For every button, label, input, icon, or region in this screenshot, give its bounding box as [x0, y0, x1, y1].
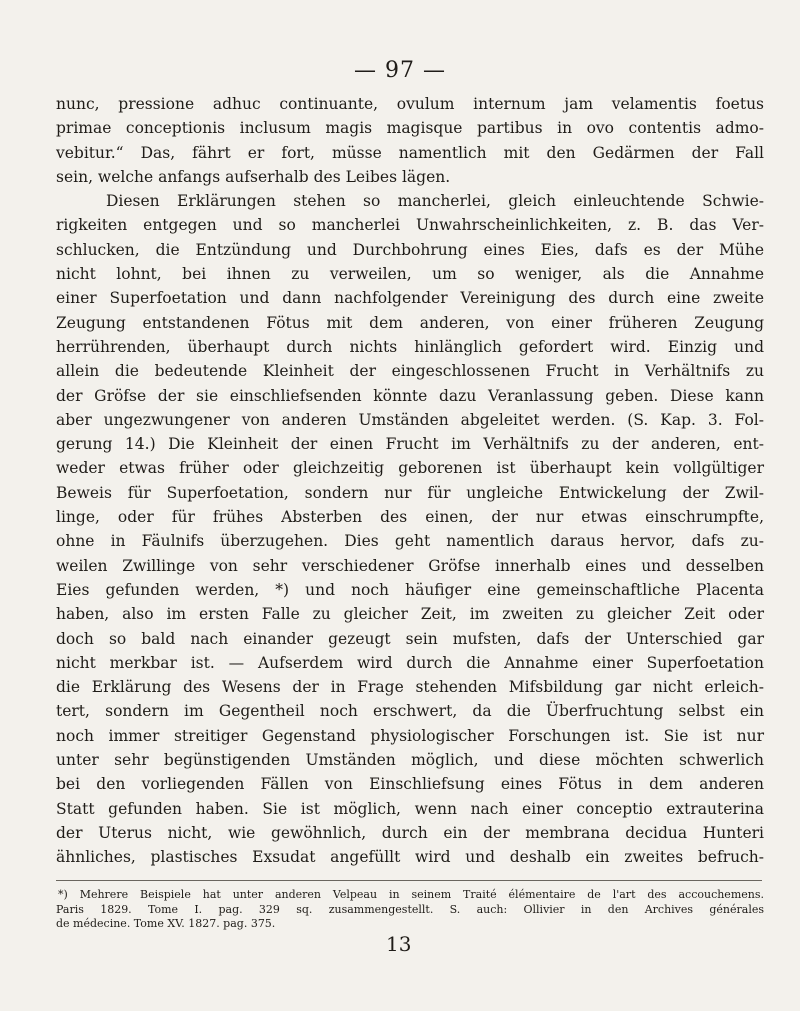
text-line: ohne in Fäulnifs überzugehen. Dies geht namentlich daraus hervor, dafs zu-: [56, 532, 764, 551]
footnote-line: de médecine. Tome XV. 1827. pag. 375.: [56, 917, 276, 930]
text-line: schlucken, die Entzündung und Durchbohrung eines Eies, dafs es der Mühe: [56, 240, 764, 259]
text-line: gerung 14.) Die Kleinheit der einen Frucht im Verhältnifs zu der anderen, ent-: [56, 435, 764, 454]
text-line: aber ungezwungener von anderen Umständen abgeleitet werden. (S. Kap. 3. Fol-: [56, 410, 764, 429]
text-line: Diesen Erklärungen stehen so mancherlei, gleich einleuchtende Schwie-: [106, 192, 764, 211]
text-line: der Gröfse der sie einschliefsenden könnte dazu Veranlassung geben. Diese kann: [56, 386, 764, 405]
text-line: sein, welche anfangs aufserhalb des Leibes lägen.: [56, 167, 451, 186]
text-line: Beweis für Superfoetation, sondern nur für ungleiche Entwickelung der Zwil-: [56, 483, 764, 502]
body-text: [56, 92, 764, 870]
text-line: Statt gefunden haben. Sie ist möglich, wenn nach einer conceptio extrauterina: [56, 799, 764, 818]
text-line: tert, sondern im Gegentheil noch erschwert, da die Überfruchtung selbst ein: [56, 702, 764, 721]
footnote-line: Paris 1829. Tome I. pag. 329 sq. zusammengestellt. S. auch: Ollivier in den Archives générales: [56, 902, 764, 916]
text-line: der Uterus nicht, wie gewöhnlich, durch ein der membrana decidua Hunteri: [56, 823, 764, 842]
text-line: allein die bedeutende Kleinheit der eingeschlossenen Frucht in Verhältnifs zu: [56, 362, 764, 381]
text-line: herrührenden, überhaupt durch nichts hinlänglich gefordert wird. Einzig und: [56, 337, 764, 356]
text-line: Eies gefunden werden, *) und noch häufiger eine gemeinschaftliche Placenta: [56, 580, 764, 599]
footnote-line: *) Mehrere Beispiele hat unter anderen Velpeau in seinem Traité élémentaire de l'art des accouchemens.: [58, 888, 764, 901]
text-line: bei den vorliegenden Fällen von Einschliefsung eines Fötus in dem anderen: [56, 775, 764, 794]
text-line: nunc, pressione adhuc continuante, ovulum internum jam velamentis foetus: [56, 95, 764, 113]
text-line: einer Superfoetation und dann nachfolgender Vereinigung des durch eine zweite: [56, 289, 764, 308]
text-line: haben, also im ersten Falle zu gleicher Zeit, im zweiten zu gleicher Zeit oder: [56, 605, 764, 624]
text-line: primae conceptionis inclusum magis magisque partibus in ovo contentis admo-: [56, 119, 764, 138]
text-line: nicht merkbar ist. — Aufserdem wird durch die Annahme einer Superfoetation: [56, 653, 764, 672]
text-line: die Erklärung des Wesens der in Frage stehenden Mifsbildung gar nicht erleich-: [56, 678, 764, 697]
page-number: — 97 —: [354, 58, 446, 83]
footnote-divider: [56, 880, 762, 881]
text-line: Zeugung entstandenen Fötus mit dem anderen, von einer früheren Zeugung: [56, 313, 764, 332]
text-line: doch so bald nach einander gezeugt sein mufsten, dafs der Unterschied gar: [56, 629, 764, 648]
text-line: vebitur.“ Das, fährt er fort, müsse namentlich mit den Gedärmen der Fall: [56, 143, 764, 162]
text-line: unter sehr begünstigenden Umständen möglich, und diese möchten schwerlich: [56, 751, 764, 770]
text-line: noch immer streitiger Gegenstand physiologischer Forschungen ist. Sie ist nur: [56, 726, 764, 745]
text-line: nicht lohnt, bei ihnen zu verweilen, um so weniger, als die Annahme: [56, 265, 764, 284]
footnote: [56, 888, 764, 932]
text-line: ähnliches, plastisches Exsudat angefüllt wird und deshalb ein zweites befruch-: [56, 848, 764, 867]
text-line: weder etwas früher oder gleichzeitig geborenen ist überhaupt kein vollgültiger: [56, 459, 764, 478]
text-line: rigkeiten entgegen und so mancherlei Unwahrscheinlichkeiten, z. B. das Ver-: [56, 216, 764, 235]
text-line: weilen Zwillinge von sehr verschiedener Gröfse innerhalb eines und desselben: [56, 556, 764, 575]
printer-signature-mark: 13: [386, 932, 412, 956]
text-line: linge, oder für frühes Absterben des einen, der nur etwas einschrumpfte,: [56, 508, 764, 527]
